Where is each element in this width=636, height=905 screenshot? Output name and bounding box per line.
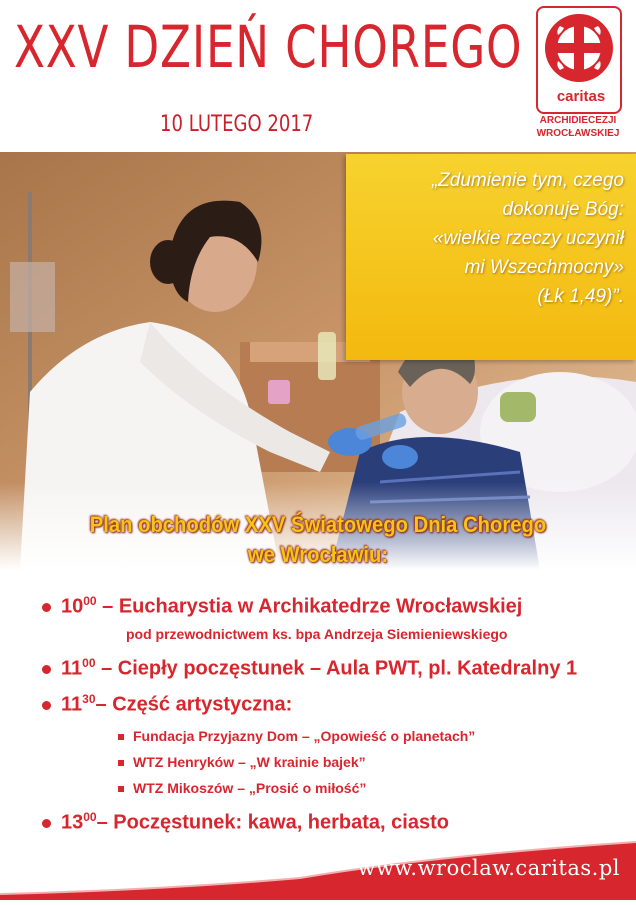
item-2-text: – Ciepły poczęstunek – Aula PWT, pl. Katedralny 1 [95,657,578,680]
quote-line-4: mi Wszechmocny» [464,257,624,278]
bullet-icon [42,701,51,710]
caritas-logo [536,6,632,146]
website-link[interactable]: www.wroclaw.caritas.pl [357,856,620,880]
quote-box [346,154,636,360]
bible-quote [352,166,624,311]
item-4-text: – Poczęstunek: kawa, herbata, ciasto [96,811,449,834]
item-2-minutes: 00 [82,656,96,670]
item-1-text: – Eucharystia w Archikatedrze Wrocławskiej [96,595,523,618]
quote-line-3: «wielkie rzeczy uczynił [432,228,624,249]
quote-line-1: „Zdumienie tym, czego [431,170,624,191]
program-item-1-text: Fundacja Przyjazny Dom – „Opowieść o planetach” [133,728,476,744]
logo-caritas-text: caritas [556,88,606,105]
square-bullet-icon [118,786,124,792]
logo-subtitle [526,114,630,140]
program-item-2 [118,754,366,770]
square-bullet-icon [118,760,124,766]
bullet-icon [42,665,51,674]
program-item-1 [118,728,475,744]
program-item-3-text: WTZ Mikoszów – „Prosić o miłość” [133,780,367,796]
bullet-icon [42,603,51,612]
item-4-minutes: 00 [83,810,97,824]
footer-band [0,838,636,900]
poster-title: XXV DZIEŃ CHOREGO [14,13,523,81]
schedule-item-2 [42,656,577,681]
plan-heading-line1: Plan obchodów XXV Światowego Dnia Chorego [89,512,547,537]
caritas-cross-icon [538,8,620,88]
item-1-hour: 10 [61,595,84,618]
header [0,0,636,152]
schedule-item-4 [42,810,449,835]
square-bullet-icon [118,734,124,740]
item-2-hour: 11 [61,657,83,680]
program-item-3 [118,780,366,796]
item-3-text: – Część artystyczna: [95,693,293,716]
schedule-item-3 [42,692,292,717]
item-4-hour: 13 [61,811,84,834]
item-3-minutes: 30 [82,692,96,706]
quote-line-5: (Łk 1,49)”. [537,286,624,307]
plan-heading-line2: we Wrocławiu: [247,542,389,567]
schedule-item-1 [42,594,522,619]
item-3-hour: 11 [61,693,83,716]
bullet-icon [42,819,51,828]
logo-subtitle-line1: ARCHIDIECEZJI [539,115,617,126]
item-1-subtitle: pod przewodnictwem ks. bpa Andrzeja Siemieniewskiego [126,626,508,642]
event-date: 10 LUTEGO 2017 [160,112,314,137]
logo-frame [536,6,622,114]
quote-line-2: dokonuje Bóg: [502,199,624,220]
program-item-2-text: WTZ Henryków – „W krainie bajek” [133,754,366,770]
plan-heading [25,510,610,570]
logo-subtitle-line2: WROCŁAWSKIEJ [536,128,620,139]
item-1-minutes: 00 [83,594,97,608]
